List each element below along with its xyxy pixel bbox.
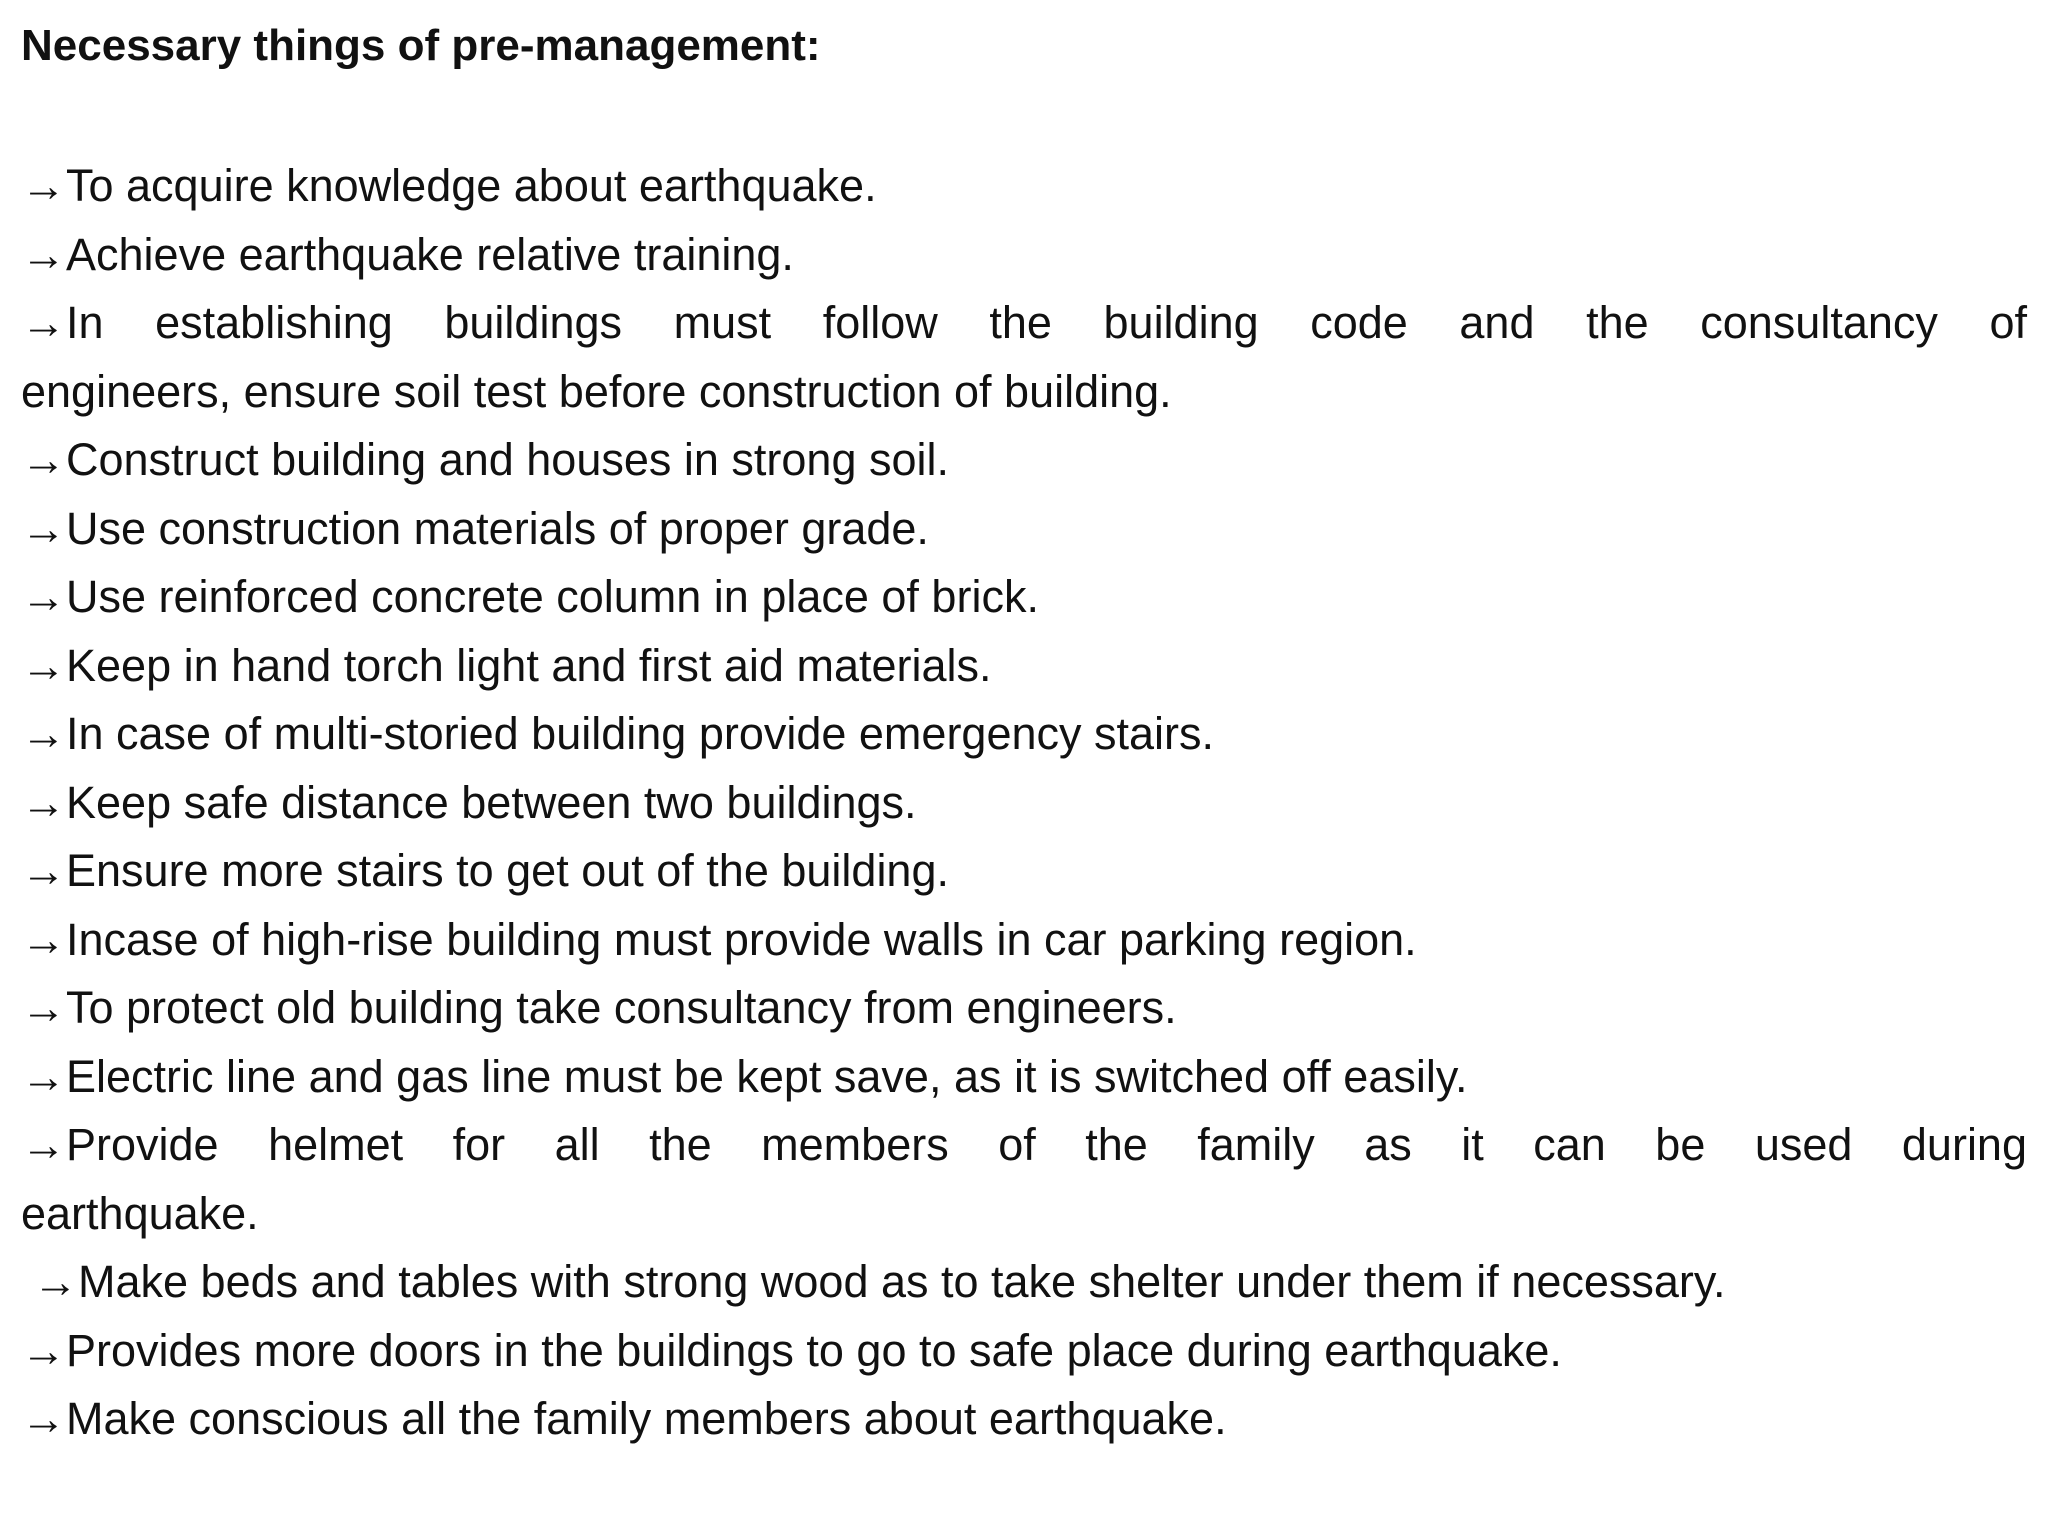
list-item — [21, 837, 2027, 906]
list-item — [21, 1043, 2027, 1112]
list-item-text: To acquire knowledge about earthquake. — [66, 160, 877, 211]
arrow-icon: → — [21, 845, 66, 896]
list-item-continuation: engineers, ensure soil test before construction of building. — [21, 365, 1172, 417]
list-item — [21, 563, 2027, 632]
list-item-text: Achieve earthquake relative training. — [66, 228, 794, 280]
list-item-text: Use reinforced concrete column in place of brick. — [66, 571, 1039, 622]
arrow-icon: → — [21, 502, 66, 554]
list-item — [21, 1248, 2027, 1317]
list-item-text: Use construction materials of proper grade. — [66, 502, 929, 554]
list-item — [21, 152, 2027, 221]
list-item-text: Construct building and houses in strong soil. — [66, 434, 950, 485]
list-item-text: In case of multi-storied building provide emergency stairs. — [66, 708, 1215, 759]
list-item — [21, 221, 2027, 290]
list-item — [21, 974, 2027, 1043]
list-item-text: Keep safe distance between two buildings. — [66, 776, 917, 828]
list-item-text: Provides more doors in the buildings to go to safe place during earthquake. — [66, 1324, 1562, 1376]
list-item — [21, 1385, 2027, 1454]
arrow-icon: → — [21, 708, 66, 759]
arrow-icon: → — [21, 913, 66, 965]
list-item-text: In establishing buildings must follow the building code and the consultancy of — [66, 297, 2027, 348]
arrow-icon: → — [21, 639, 66, 691]
list-item — [21, 632, 2027, 701]
list-item — [21, 1111, 2027, 1248]
list-item-text: Electric line and gas line must be kept save, as it is switched off easily. — [66, 1050, 1468, 1102]
arrow-icon: → — [21, 228, 66, 280]
list-item-text: Keep in hand torch light and first aid materials. — [66, 639, 992, 691]
arrow-icon: → — [21, 1393, 66, 1444]
document-title: Necessary things of pre-management: — [21, 21, 821, 70]
list-item — [21, 495, 2027, 564]
list-item-text: Provide helmet for all the members of the family as it can be used during — [66, 1119, 2027, 1170]
list-item-text: Incase of high-rise building must provide walls in car parking region. — [66, 913, 1417, 965]
list-item-text: Ensure more stairs to get out of the building. — [66, 845, 949, 896]
list-item — [21, 289, 2027, 426]
list-item-continuation: earthquake. — [21, 1187, 259, 1239]
list-item-line — [21, 289, 2027, 358]
arrow-icon: → — [21, 297, 66, 348]
list-item — [21, 769, 2027, 838]
arrow-icon: → — [21, 1119, 66, 1170]
list-item-text: Make beds and tables with strong wood as to take shelter under them if necessary. — [78, 1256, 1726, 1307]
list-item — [21, 700, 2027, 769]
arrow-icon: → — [21, 1324, 66, 1376]
arrow-icon: → — [21, 982, 66, 1033]
arrow-icon: → — [33, 1256, 78, 1307]
document-page — [21, 0, 2027, 1536]
pre-management-list — [21, 152, 2027, 1454]
list-item — [21, 906, 2027, 975]
list-item-text: Make conscious all the family members about earthquake. — [66, 1393, 1227, 1444]
arrow-icon: → — [21, 776, 66, 828]
arrow-icon: → — [21, 434, 66, 485]
arrow-icon: → — [21, 1050, 66, 1102]
arrow-icon: → — [21, 160, 66, 211]
list-item — [21, 426, 2027, 495]
arrow-icon: → — [21, 571, 66, 622]
list-item — [21, 1317, 2027, 1386]
list-item-line — [21, 1111, 2027, 1180]
list-item-text: To protect old building take consultancy from engineers. — [66, 982, 1177, 1033]
